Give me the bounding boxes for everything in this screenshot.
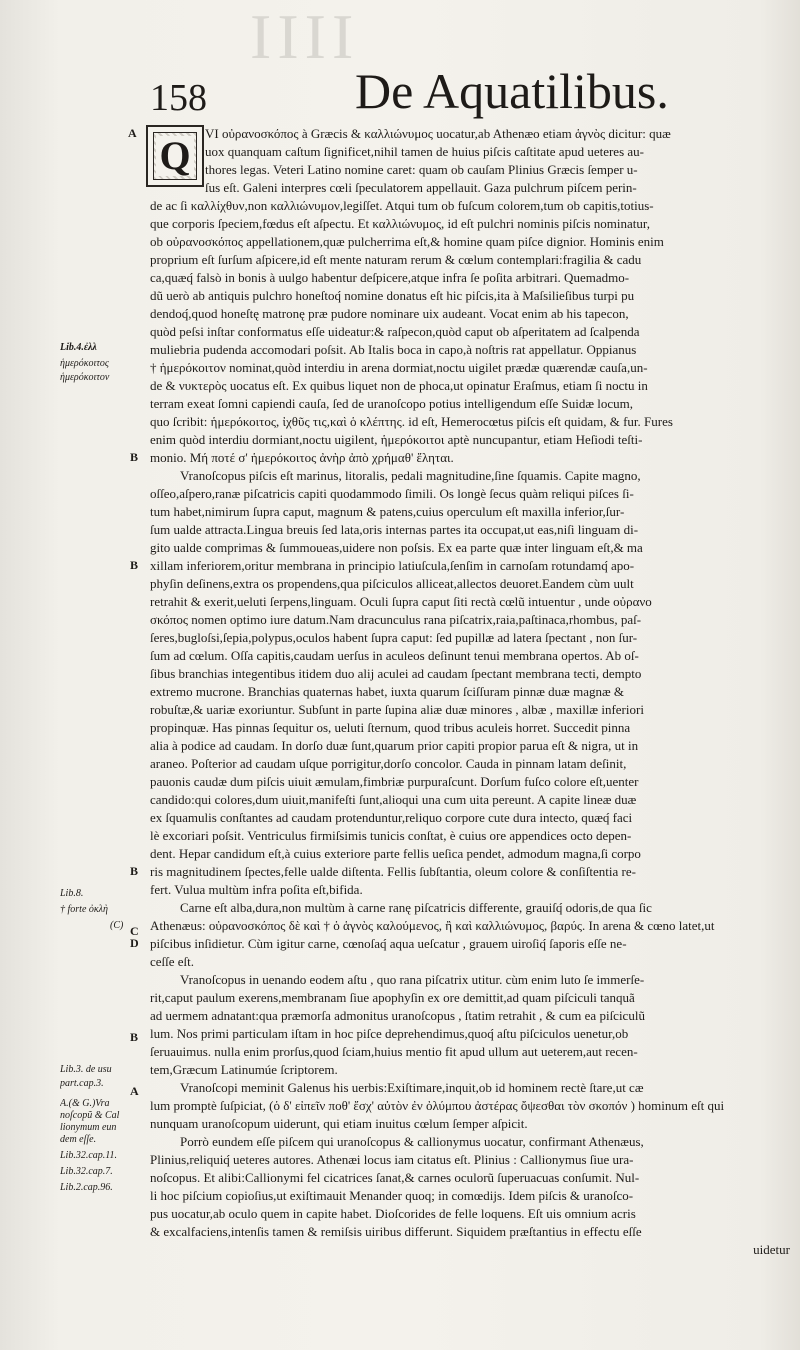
decorated-initial: [146, 125, 204, 187]
text-line: retrahit & exerit,ueluti ſerpens,linguam. Oculi ſupra caput ſiti rectà cœlũ intuentur , unde οὐρανο: [150, 594, 652, 609]
text-line: piſcibus inſidietur. Cùm igitur carne, cœnoſaq́ aqua ueſcatur , grauem uiroſiq́ ſaporis eſſe ne-: [150, 936, 627, 951]
text-line: rit,caput paulum exerens,membranam ſiue apophyſin ex ore demittit,ad quam piſciculi tanquã: [150, 990, 635, 1005]
section-marker: D: [130, 936, 139, 950]
text-line: noſcopus. Et alibi:Callionymi fel cicatrices ſanat,& carnes oculorũ ſuperuacuas conſumit. Nul-: [150, 1170, 640, 1185]
text-line: proprium eſt ſurſum aſpicere,id eſt mente naturam rerum & cœlum contemplari:fragilia & cadu: [150, 252, 642, 267]
margin-note: Lib.32.cap.11.: [60, 1150, 118, 1161]
text-line: phyſin deſinens,extra os propendens,qua piſciculos alliceat,allectos deuoret.Eandem cùm uult: [150, 576, 634, 591]
running-head: [150, 62, 760, 122]
margin-note: ἡμερόκοιτον: [60, 372, 110, 383]
text-line: lè excoriari poſsit. Ventriculus firmiſsimis tunicis conſtat, è cuius ore appendices octo depen-: [150, 828, 632, 843]
text-line: monio. Μή ποτέ σ' ἡμερόκοιτος ἀνὴρ ἀπὸ χρήμαθ' ἕληται.: [150, 450, 454, 465]
text-line: pauonis caudæ dum piſcis uiuit æmulam,fimbriæ purpuraſcunt. Dorſum fuſco colore eſt,uenter: [150, 774, 639, 789]
margin-note: ἡμερόκοιτος: [60, 358, 109, 369]
text-line: uidetur: [753, 1242, 790, 1257]
margin-note: † forte ὀκλὴ: [60, 904, 108, 915]
margin-note: Lib.4.ἐλλ: [60, 342, 97, 353]
text-line: oſſeo,aſpero,ranæ piſcatricis capiti quodammodo ſimili. Os longè ſecus quàm reliqui piſces ſi-: [150, 486, 634, 501]
text-line: ſum ad cœlum. Oſſa capitis,caudam uerſus in aculeos deſinunt tenui membrana opertos. Ab oſ-: [150, 648, 639, 663]
text-line: tum habet,nimirum ſupra caput, magnum & patens,cuius operculum eſt maxilla inferior,ſur-: [150, 504, 625, 519]
text-line: ceſſe eſt.: [150, 954, 195, 969]
text-line: quòd peſsi inſtar conformatus eſſe uideatur:& raſpecon,quòd caput ob aſperitatem ad ſcalpenda: [150, 324, 640, 339]
text-line: alia à podice ad caudam. In dorſo duæ ſunt,quarum prior capiti propior parua eſt & nigra, ut in: [150, 738, 639, 753]
section-marker: B: [130, 1030, 139, 1044]
margin-note: Lib.3. de usu: [60, 1064, 112, 1075]
text-line: que corporis ſpeciem,fœdus eſt aſpectu. Et καλλιώνυμος, id eſt pulchri nominis piſcis nominatur,: [150, 216, 650, 231]
text-line: uox quanquam caſtum ſignificet,nihil tamen de huius piſcis caſtitate apud ueteres au-: [205, 144, 644, 159]
text-line: fert. Vulua multùm infra poſita eſt,bifida.: [150, 882, 363, 897]
text-line: thores legas. Veteri Latino nomine caret: quam ob cauſam Plinius Græcis ſemper u-: [205, 162, 638, 177]
text-line: pus uocatur,ab oculo quem in capite habet. Dioſcorides de felle loquens. Eſt uis omnium acris: [150, 1206, 636, 1221]
margin-note: Lib.2.cap.96.: [60, 1182, 113, 1193]
margin-note: noſcopũ & Cal: [60, 1110, 120, 1121]
text-line: dendoq́,quod honeſtę matronę præ pudore nominare uix audeant. Vocat enim ab his tapecon,: [150, 306, 629, 321]
section-marker: C: [130, 924, 139, 938]
margin-note: (C): [110, 920, 124, 931]
text-line: dũ uerò ab antiquis pulchro honeſtoq́ nomine donatus eſt hic piſcis,ita à Maſsilieſibus turpi pu: [150, 288, 635, 303]
text-line: VI οὐρανοσκόπος à Græcis & καλλιώνυμος uocatur,ab Athenæo etiam ἁγνὸς dicitur: quæ: [205, 126, 671, 141]
text-line: ſus eſt. Galeni interpres cœli ſpeculatorem appellauit. Gaza pulchrum piſcem perin-: [205, 180, 637, 195]
section-marker: A: [130, 1084, 139, 1098]
text-line: ſeruauimus. nulla enim prorſus,quod ſciam,huius mentio fit apud ullum aut ueterem,aut recen-: [150, 1044, 638, 1059]
margin-note: dem eſſe.: [60, 1134, 97, 1145]
text-line: Vranoſcopus piſcis eſt marinus, litoralis, pedali magnitudine,ſine ſquamis. Capite magno,: [180, 468, 641, 483]
initial-letter: Q: [156, 136, 193, 176]
page-number: 158: [150, 77, 207, 119]
text-line: enim quòd interdiu dormiant,noctu uigilent, ἡμερόκοιτοι aptè nuncupantur, etiam Heſiodi teſti-: [150, 432, 643, 447]
text-line: muliebria pudenda accomodari poſsit. Ab Italis boca in capo,à noſtris rat appellatur. Oppianus: [150, 342, 637, 357]
text-line: li hoc piſcium copioſius,ut exiſtimauit Menander quoq; in comœdijs. Idem piſcis & uranoſco-: [150, 1188, 634, 1203]
text-line: ſeres,bugloſsi,ſepia,polypus,oculos habent ſupra caput: ſed pupillæ ad latera ſpectant , non ſur-: [150, 630, 638, 645]
section-marker: B: [130, 864, 139, 878]
text-line: Carne eſt alba,dura,non multùm à carne ranę piſcatricis differente, grauiſq́ odoris,de qua ſic: [180, 900, 652, 915]
text-line: lum promptè ſuſpiciat, (ὁ δ' εἰπεῖν ποθ' ἔσχ' αὐτὸν ἐν ὀλύμπου ἀστέρας ὄψεσθαι τὸν σκοπόν ) hominum eſt qui: [150, 1098, 725, 1113]
margin-note: part.cap.3.: [60, 1078, 104, 1089]
text-line: candido:qui colores,dum uiuit,manifeſti ſunt,alioqui una cum uita pereunt. A capite lineæ duæ: [150, 792, 637, 807]
text-line: robuſtæ,& uariæ exoriuntur. Subſunt in parte ſupina aliæ duæ minores , albæ , maxillæ inferiori: [150, 702, 644, 717]
text-line: Vranoſcopus in uenando eodem aſtu , quo rana piſcatrix utitur. cùm enim luto ſe immerſe-: [180, 972, 645, 987]
text-line: tem,Græcum Latinumúe ſcriptorem.: [150, 1062, 338, 1077]
text-line: ad uermem adnatant:qua præmorſa admonitus uranoſcopus , ſtatim retrahit , & cum ea piſciculũ: [150, 1008, 645, 1023]
text-line: Plinius,reliquiq́ ueteres autores. Athenæi locus iam citatus eſt. Plinius : Callionymus ſiue ura-: [150, 1152, 634, 1167]
page-title: De Aquatilibus.: [355, 63, 669, 119]
text-line: gito ualde comprimas & ſummoueas,uidere non poſsis. Ex ea parte quæ inter linguam eſt,& ma: [150, 540, 643, 555]
section-marker: B: [130, 450, 139, 464]
text-line: & excalfaciens,intenſis tamen & remiſsis uiribus differunt. Siquidem præſtantius in effectu eſſe: [150, 1224, 642, 1239]
initial-ornament: [153, 132, 197, 180]
text-line: xillam inferiorem,oritur membrana in principio latiuſcula,ſenſim in carnoſam rotundamq́ apo-: [150, 558, 635, 573]
text-line: terram exeat ſomni capiendi cauſa, ſed de uranoſcopo potius intelligendum eſſe Suidæ locum,: [150, 396, 634, 411]
text-line: σκόπος nomen optimo iure datum.Nam dracunculus rana piſcatrix,raia,paſtinaca,rhombus, paſ-: [150, 612, 642, 627]
text-line: ſum ualde attracta.Lingua breuis ſed lata,oris internas partes ita occupat,ut eas,niſi linguam di-: [150, 522, 639, 537]
text-line: araneo. Poſterior ad caudam uſque porrigitur,dorſo concolor. Cauda in pinnam latam deſinit,: [150, 756, 627, 771]
section-marker: A: [128, 126, 137, 140]
margin-note: Lib.8.: [60, 888, 84, 899]
margin-note: Lib.32.cap.7.: [60, 1166, 113, 1177]
show-through-text: IIII: [250, 1, 360, 70]
text-line: nunquam uranoſcopum uiderunt, qui etiam inuitus cœlum ſemper aſpicit.: [150, 1116, 528, 1131]
text-line: Porrò eundem eſſe piſcem qui uranoſcopus & callionymus uocatur, confirmant Athenæus,: [180, 1134, 644, 1149]
text-line: extremo mucrone. Branchias quaternas habet, iuxta quarum ſciſſuram pinnæ duæ magnæ &: [150, 684, 625, 699]
text-line: ex ſquamulis conſtantes ad caudam protenduntur,reliquo corpore cute dura intecto, quæq́ faci: [150, 810, 633, 825]
margin-note: lionymum eun: [60, 1122, 117, 1133]
text-line: ob οὐρανοσκόπος appellationem,quæ pulcherrima eſt,& homine quam piſce dignior. Hominis enim: [150, 234, 664, 249]
text-line: ca,quæq́ falsò in bonis à uulgo habentur deſpicere,atque infra ſe poſita arbitrari. Quemadmo-: [150, 270, 630, 285]
text-line: dent. Hepar candidum eſt,à cuius exteriore parte fellis ueſica pendet, admodum magna,ſi corpo: [150, 846, 641, 861]
text-line: ris magnitudinem ſpectes,felle ualde diſtenta. Fellis ſubſtantia, oleum colore & conſiſtentia re-: [150, 864, 636, 879]
text-line: de ac ſi καλλίχθυν,non καλλιώνυμον,legiſſet. Atqui tum ob fuſcum colorem,tum ob capitis,totius-: [150, 198, 654, 213]
margin-note: A.(& G.)Vra: [60, 1098, 110, 1109]
text-line: quo ſcribit: ἡμερόκοιτος, ἰχθῦς τις,καὶ ὁ κλέπτης. id eſt, Hemerocœtus piſcis eſt quidam, & fur. Fures: [150, 414, 673, 429]
section-marker: B: [130, 558, 139, 572]
text-line: lum. Nos primi particulam iſtam in hoc piſce deprehendimus,quoq́ aſtu piſciculos uenetur,ob: [150, 1026, 629, 1041]
text-line: Vranoſcopi meminit Galenus his uerbis:Exiſtimare,inquit,ob id hominem rectè ſtare,ut cæ: [180, 1080, 644, 1095]
text-line: propinquæ. Has pinnas ſequitur os, ueluti ſternum, quod tribus aculeis horret. Succedit pinna: [150, 720, 631, 735]
text-line: Athenæus: οὐρανοσκόπος δὲ καὶ † ὁ ἁγνὸς καλούμενος, ἢ καὶ καλλιώνυμος, βαρύς. In arena & cœno latet,ut: [150, 918, 715, 933]
text-line: de & νυκτερὸς uocatus eſt. Ex quibus liquet non de phoca,ut opinatur Eraſmus, etiam ſi noctu in: [150, 378, 648, 393]
text-line: † ἡμερόκοιτον nominat,quòd interdiu in arena dormiat,noctu uigilet prædæ quærendæ cauſa,un-: [150, 360, 648, 375]
text-line: ſibus branchias integentibus itidem duo alij aculei ad caudam ſpectant membrana tecti, dempto: [150, 666, 642, 681]
